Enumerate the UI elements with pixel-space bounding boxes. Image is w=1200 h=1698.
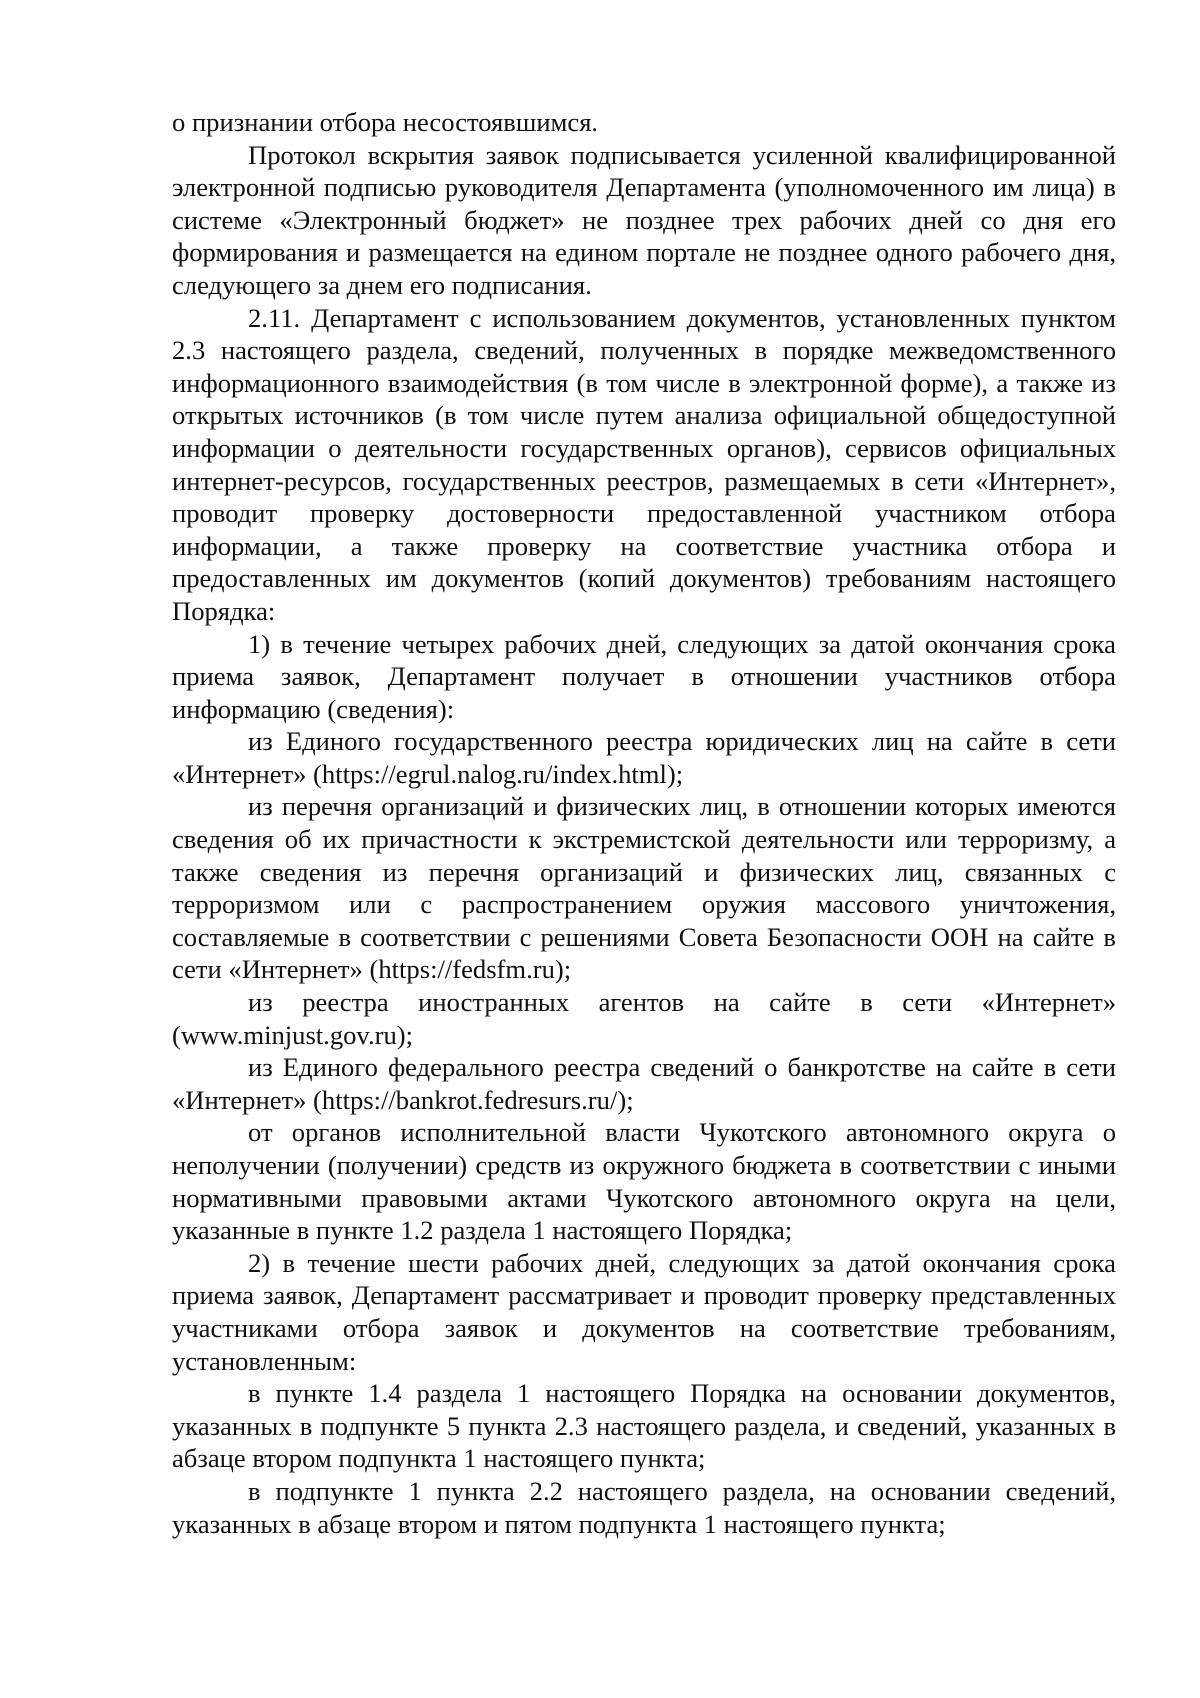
paragraph-10: 2) в течение шести рабочих дней, следующих за датой окончания срока приема заявок, Департамент рассматривает и проводит проверку представленных участниками отбора заявок и документов на соответствие требованиям, установленным: <box>172 1247 1116 1376</box>
paragraph-2: Протокол вскрытия заявок подписывается усиленной квалифицированной электронной подписью руководителя Департамента (уполномоченного им лица) в системе «Электронный бюджет» не позднее трех рабочих дней со дня его формирования и размещается на едином портале не позднее одного рабочего дня, следующего за днем его подписания. <box>172 139 1116 300</box>
paragraph-9: от органов исполнительной власти Чукотского автономного округа о неполучении (получении) средств из окружного бюджета в соответствии с иными нормативными правовыми актами Чукотского автономного округа на цели, указанные в пункте 1.2 раздела 1 настоящего Порядка; <box>172 1117 1116 1246</box>
paragraph-7: из реестра иностранных агентов на сайте в сети «Интернет» (www.minjust.gov.ru); <box>172 987 1116 1050</box>
paragraph-8: из Единого федерального реестра сведений о банкротстве на сайте в сети «Интернет» (https://bankrot.fedresurs.ru/); <box>172 1052 1116 1115</box>
document-page <box>172 106 1116 1540</box>
paragraph-1: о признании отбора несостоявшимся. <box>172 107 599 137</box>
paragraph-6: из перечня организаций и физических лиц, в отношении которых имеются сведения об их причастности к экстремистской деятельности или терроризму, а также сведения из перечня организаций и физических лиц, связанных с терроризмом или с распространением оружия массового уничтожения, составляемые в соответствии с решениями Совета Безопасности ООН на сайте в сети «Интернет» (https://fedsfm.ru); <box>172 791 1116 985</box>
paragraph-5: из Единого государственного реестра юридических лиц на сайте в сети «Интернет» (https://egrul.nalog.ru/index.html); <box>172 726 1116 789</box>
paragraph-4: 1) в течение четырех рабочих дней, следующих за датой окончания срока приема заявок, Департамент получает в отношении участников отбора информацию (сведения): <box>172 628 1116 724</box>
paragraph-12: в подпункте 1 пункта 2.2 настоящего раздела, на основании сведений, указанных в абзаце втором и пятом подпункта 1 настоящего пункта; <box>172 1475 1116 1539</box>
paragraph-11: в пункте 1.4 раздела 1 настоящего Порядка на основании документов, указанных в подпункте 5 пункта 2.3 настоящего раздела, и сведений, указанных в абзаце втором подпункта 1 настоящего пункта; <box>172 1378 1116 1474</box>
paragraph-3: 2.11. Департамент с использованием документов, установленных пунктом 2.3 настоящего раздела, сведений, полученных в порядке межведомственного информационного взаимодействия (в том числе в электронной форме), а также из открытых источников (в том числе путем анализа официальной общедоступной информации о деятельности государственных органов), сервисов официальных интернет-ресурсов, государственных реестров, размещаемых в сети «Интернет», проводит проверку достоверности предоставленной участником отбора информации, а также проверку на соответствие участника отбора и предоставленных им документов (копий документов) требованиям настоящего Порядка: <box>172 302 1116 626</box>
